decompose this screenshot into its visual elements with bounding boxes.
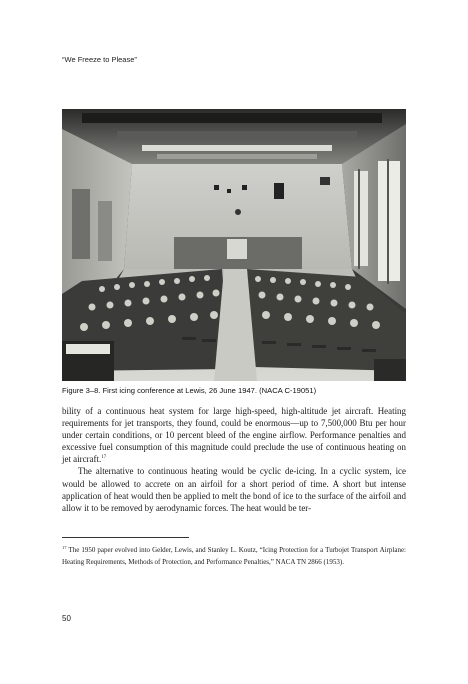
page-number: 50 <box>62 614 71 623</box>
conference-photo <box>62 109 406 381</box>
footnote <box>62 545 406 568</box>
body-text <box>62 405 406 514</box>
paragraph-1 <box>62 405 406 465</box>
paragraph-1-text: bility of a continuous heat system for large high-speed, high-altitude jet aircraft. Heating requirements for jet transports, they found, could be enormous—up to 7,500,000 Btu per hour under certain conditions, or 10 percent bleed of the engine airflow. Performance penalties and excessive fuel consumption of this magnitude could preclude the use of continuous heating on jet aircraft. <box>62 406 406 465</box>
footnote-rule <box>62 537 189 538</box>
figure-caption: Figure 3–8. First icing conference at Lewis, 26 June 1947. (NACA C-19051) <box>62 386 317 395</box>
paragraph-2: The alternative to continuous heating would be cyclic de-icing. In a cyclic system, ice would be allowed to accrete on an airfoil for a short period of time. A short but intense application of heat would then be applied to melt the bond of ice to the surface of the airfoil and allow it to be removed by aerodynamic forces. The heat would be ter- <box>62 466 406 513</box>
footnote-number: 17 <box>62 545 67 550</box>
footnote-text: The 1950 paper evolved into Gelder, Lewis, and Stanley L. Koutz, “Icing Protection for a Turbojet Transport Airplane: Heating Requirements, Methods of Protection, and Performance Penalties,” NACA TN 2866 (1953). <box>62 546 406 566</box>
footnote-reference[interactable]: 17 <box>101 455 107 461</box>
running-head: “We Freeze to Please” <box>62 55 137 64</box>
